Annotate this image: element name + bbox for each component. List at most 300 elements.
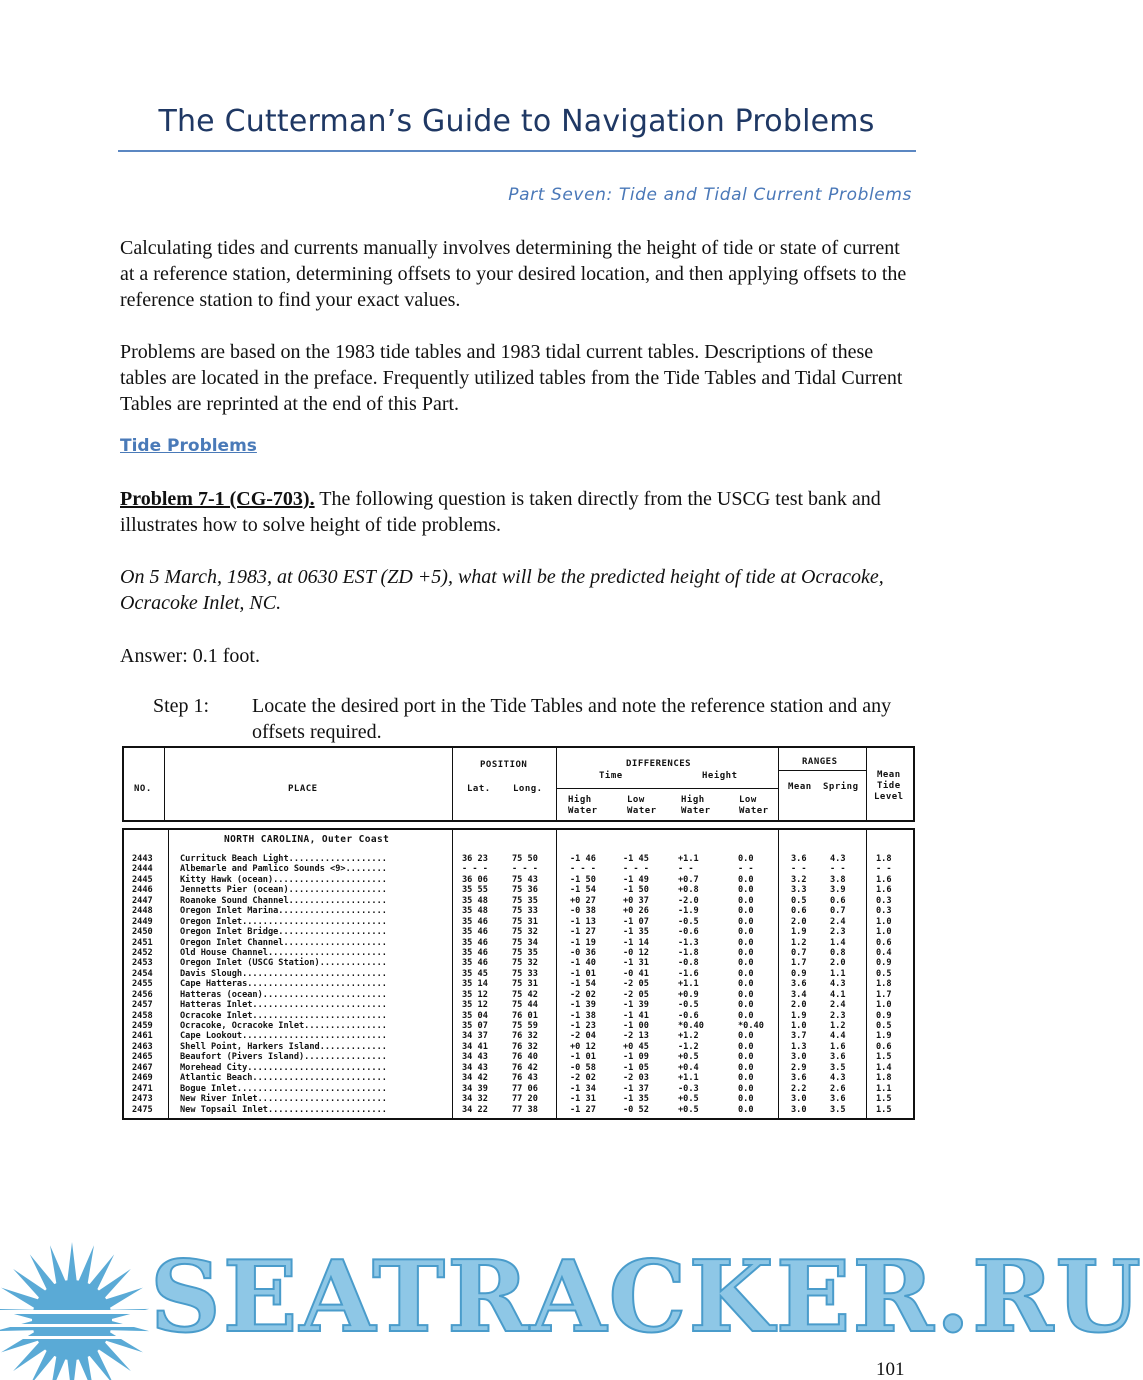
station-lat: 34 41 [462, 1041, 488, 1052]
station-long: 75 33 [512, 968, 538, 979]
station-lat: 35 46 [462, 958, 488, 969]
station-number: 2444 [132, 864, 153, 875]
col-lat-header: Lat. [467, 784, 491, 794]
station-lat: 35 07 [462, 1021, 488, 1031]
station-long: 75 36 [512, 885, 538, 896]
station-long: 77 20 [512, 1094, 538, 1105]
station-long: 75 43 [512, 874, 538, 885]
col-low-water-time: Low Water [627, 795, 657, 816]
range-spring: 2.3 [830, 1010, 846, 1021]
station-number: 2456 [132, 989, 153, 1000]
table-row [124, 1031, 913, 1041]
range-mean: 1.0 [791, 1021, 807, 1031]
diff-high-time: -1 01 [570, 1052, 596, 1063]
station-lat: 34 32 [462, 1094, 488, 1105]
range-mean: 3.0 [791, 1052, 807, 1063]
diff-high-time: -0 58 [570, 1062, 596, 1073]
range-spring: 3.9 [830, 885, 846, 896]
diff-high-time: +0 12 [570, 1041, 596, 1052]
diff-high-time: -1 40 [570, 958, 596, 969]
diff-high-time: -1 31 [570, 1094, 596, 1105]
diff-low-time: -0 41 [623, 968, 649, 979]
diff-high-height: -0.6 [678, 1010, 699, 1021]
station-number: 2475 [132, 1104, 153, 1115]
station-number: 2451 [132, 937, 153, 948]
diff-low-time: -1 35 [623, 927, 649, 938]
diff-low-height: 0.0 [738, 979, 754, 990]
station-lat: 34 42 [462, 1073, 488, 1084]
station-long: - - - [512, 864, 538, 875]
range-spring: 4.3 [830, 854, 846, 864]
diff-low-height: - - [738, 864, 754, 875]
station-number: 2458 [132, 1010, 153, 1021]
table-row [124, 854, 913, 864]
range-spring: 0.7 [830, 906, 846, 917]
station-number: 2459 [132, 1021, 153, 1031]
station-lat: 35 48 [462, 906, 488, 917]
station-number: 2467 [132, 1062, 153, 1073]
mean-tide-level: - - [876, 864, 892, 875]
station-long: 76 32 [512, 1031, 538, 1042]
station-long: 75 31 [512, 979, 538, 990]
station-number: 2469 [132, 1073, 153, 1084]
step-text: Locate the desired port in the Tide Tables and note the reference station and any offsets required. [252, 695, 892, 743]
mean-tide-level: 1.8 [876, 979, 892, 990]
range-mean: 3.2 [791, 874, 807, 885]
col-low-water-height: Low Water [739, 795, 769, 816]
range-spring: 1.2 [830, 1021, 846, 1031]
station-name: Cape Hatteras........................... [180, 979, 387, 990]
diff-low-time: -1 05 [623, 1062, 649, 1073]
station-number: 2447 [132, 895, 153, 906]
diff-low-height: 0.0 [738, 1052, 754, 1063]
diff-low-height: 0.0 [738, 1031, 754, 1042]
diff-high-time: -1 27 [570, 927, 596, 938]
range-spring: 4.3 [830, 979, 846, 990]
mean-tide-level: 0.6 [876, 937, 892, 948]
diff-high-time: -1 38 [570, 1010, 596, 1021]
diff-low-height: 0.0 [738, 874, 754, 885]
range-mean: 3.6 [791, 979, 807, 990]
station-number: 2455 [132, 979, 153, 990]
problem-label: Problem 7-1 (CG-703). [120, 488, 315, 510]
station-name: Oregon Inlet (USCG Station)............. [180, 958, 387, 969]
range-mean: 3.0 [791, 1104, 807, 1115]
mean-tide-level: 1.5 [876, 1104, 892, 1115]
diff-low-height: 0.0 [738, 916, 754, 927]
table-row [124, 906, 913, 916]
station-long: 75 35 [512, 947, 538, 958]
diff-low-height: 0.0 [738, 1062, 754, 1073]
diff-low-height: 0.0 [738, 968, 754, 979]
station-lat: 34 43 [462, 1052, 488, 1063]
diff-low-height: 0.0 [738, 958, 754, 969]
watermark-text: SEATRACKER.RU [150, 1240, 1143, 1355]
station-lat: 35 45 [462, 968, 488, 979]
problem-paragraph [120, 486, 910, 538]
table-row [124, 969, 913, 979]
station-name: Morehead City........................... [180, 1062, 387, 1073]
station-number: 2453 [132, 958, 153, 969]
diff-high-height: +1.2 [678, 1031, 699, 1042]
diff-high-height: *0.40 [678, 1021, 704, 1031]
diff-high-height: +0.5 [678, 1052, 699, 1063]
range-mean: 0.6 [791, 906, 807, 917]
range-mean: 3.0 [791, 1094, 807, 1105]
station-number: 2454 [132, 968, 153, 979]
station-lat: 36 23 [462, 854, 488, 864]
table-row [124, 948, 913, 958]
diff-low-time: -2 05 [623, 989, 649, 1000]
region-heading: NORTH CAROLINA, Outer Coast [224, 834, 390, 845]
range-spring: 1.1 [830, 968, 846, 979]
range-mean: 1.2 [791, 937, 807, 948]
station-name: Oregon Inlet Bridge..................... [180, 927, 387, 938]
diff-low-height: 0.0 [738, 937, 754, 948]
col-high-water-time: High Water [568, 795, 598, 816]
station-number: 2463 [132, 1041, 153, 1052]
range-spring: 1.6 [830, 1041, 846, 1052]
mean-tide-level: 1.0 [876, 1000, 892, 1011]
range-spring: 3.8 [830, 874, 846, 885]
station-long: 75 31 [512, 916, 538, 927]
diff-low-time: -1 37 [623, 1083, 649, 1094]
diff-high-height: +0.5 [678, 1104, 699, 1115]
mean-tide-level: 1.0 [876, 927, 892, 938]
mean-tide-level: 0.9 [876, 1010, 892, 1021]
col-mean-tide-level-header: Mean Tide Level [874, 770, 904, 802]
diff-low-height: 0.0 [738, 1094, 754, 1105]
station-lat: 34 22 [462, 1104, 488, 1115]
range-mean: 2.0 [791, 916, 807, 927]
diff-high-height: +0.9 [678, 989, 699, 1000]
diff-low-time: -1 14 [623, 937, 649, 948]
table-row [124, 896, 913, 906]
station-lat: 35 12 [462, 989, 488, 1000]
diff-low-time: -1 09 [623, 1052, 649, 1063]
range-spring: 3.5 [830, 1062, 846, 1073]
station-name: Oregon Inlet Marina..................... [180, 906, 387, 917]
range-spring: 3.6 [830, 1052, 846, 1063]
station-number: 2471 [132, 1083, 153, 1094]
diff-high-height: -0.8 [678, 958, 699, 969]
station-number: 2465 [132, 1052, 153, 1063]
mean-tide-level: 1.9 [876, 1031, 892, 1042]
col-place-header: PLACE [288, 784, 318, 794]
table-row [124, 1094, 913, 1104]
diff-low-height: *0.40 [738, 1021, 764, 1031]
diff-high-height: +0.5 [678, 1094, 699, 1105]
diff-low-height: 0.0 [738, 927, 754, 938]
title-divider [118, 150, 916, 152]
mean-tide-level: 1.0 [876, 916, 892, 927]
station-number: 2457 [132, 1000, 153, 1011]
station-long: 77 06 [512, 1083, 538, 1094]
col-differences-header: DIFFERENCES [626, 759, 692, 769]
table-row [124, 875, 913, 885]
range-mean: 1.9 [791, 1010, 807, 1021]
range-mean: 1.9 [791, 927, 807, 938]
station-name: Kitty Hawk (ocean)...................... [180, 874, 387, 885]
diff-high-time: -1 39 [570, 1000, 596, 1011]
station-long: 76 01 [512, 1010, 538, 1021]
range-spring: 2.3 [830, 927, 846, 938]
range-spring: 2.6 [830, 1083, 846, 1094]
diff-high-time: - - - [570, 864, 596, 875]
range-mean: 1.7 [791, 958, 807, 969]
col-long-header: Long. [513, 784, 543, 794]
station-name: Oregon Inlet Channel.................... [180, 937, 387, 948]
table-row [124, 1084, 913, 1094]
diff-low-time: -1 50 [623, 885, 649, 896]
diff-low-height: 0.0 [738, 895, 754, 906]
diff-high-time: -1 27 [570, 1104, 596, 1115]
range-spring: 2.4 [830, 916, 846, 927]
station-name: Bogue Inlet............................. [180, 1083, 387, 1094]
problem-question: On 5 March, 1983, at 0630 EST (ZD +5), what will be the predicted height of tide at Ocracoke, Ocracoke Inlet, NC. [120, 566, 884, 614]
diff-low-height: 0.0 [738, 1000, 754, 1011]
diff-low-time: -1 49 [623, 874, 649, 885]
diff-high-time: -2 04 [570, 1031, 596, 1042]
mean-tide-level: 1.8 [876, 854, 892, 864]
diff-low-time: +0 26 [623, 906, 649, 917]
table-row [124, 990, 913, 1000]
range-mean: 0.9 [791, 968, 807, 979]
station-name: New River Inlet......................... [180, 1094, 387, 1105]
range-mean: 0.5 [791, 895, 807, 906]
station-long: 75 50 [512, 854, 538, 864]
mean-tide-level: 1.5 [876, 1094, 892, 1105]
diff-high-height: +1.1 [678, 854, 699, 864]
diff-high-height: -2.0 [678, 895, 699, 906]
diff-low-time: -1 45 [623, 854, 649, 864]
diff-low-time: -0 12 [623, 947, 649, 958]
diff-low-time: +0 37 [623, 895, 649, 906]
diff-low-height: 0.0 [738, 947, 754, 958]
station-long: 75 33 [512, 906, 538, 917]
range-mean: 3.4 [791, 989, 807, 1000]
tide-table-rows [124, 854, 913, 1115]
col-high-water-height: High Water [681, 795, 711, 816]
mean-tide-level: 1.7 [876, 989, 892, 1000]
mean-tide-level: 0.5 [876, 968, 892, 979]
station-number: 2443 [132, 854, 153, 864]
diff-high-time: -1 54 [570, 979, 596, 990]
station-number: 2446 [132, 885, 153, 896]
station-lat: 35 46 [462, 916, 488, 927]
diff-low-height: 0.0 [738, 854, 754, 864]
diff-low-time: -1 07 [623, 916, 649, 927]
diff-high-time: -1 19 [570, 937, 596, 948]
range-mean: 3.7 [791, 1031, 807, 1042]
col-time-header: Time [599, 771, 623, 781]
diff-high-height: +0.4 [678, 1062, 699, 1073]
diff-high-height: +1.1 [678, 1073, 699, 1084]
station-lat: 34 39 [462, 1083, 488, 1094]
station-number: 2452 [132, 947, 153, 958]
diff-high-time: -0 38 [570, 906, 596, 917]
tide-table-header [122, 746, 915, 822]
station-lat: 34 43 [462, 1062, 488, 1073]
station-long: 75 32 [512, 958, 538, 969]
station-lat: 35 46 [462, 937, 488, 948]
mean-tide-level: 1.4 [876, 1062, 892, 1073]
range-spring: 2.4 [830, 1000, 846, 1011]
diff-high-height: -0.3 [678, 1083, 699, 1094]
station-long: 77 38 [512, 1104, 538, 1115]
mean-tide-level: 1.5 [876, 1052, 892, 1063]
range-mean: - - [791, 864, 807, 875]
diff-low-time: +0 45 [623, 1041, 649, 1052]
station-lat: 35 46 [462, 927, 488, 938]
step-label: Step 1: [153, 695, 210, 717]
range-spring: 4.3 [830, 1073, 846, 1084]
diff-low-time: -1 00 [623, 1021, 649, 1031]
range-spring: 0.6 [830, 895, 846, 906]
range-mean: 3.6 [791, 1073, 807, 1084]
diff-low-time: -2 13 [623, 1031, 649, 1042]
station-number: 2450 [132, 927, 153, 938]
diff-high-time: -1 46 [570, 854, 596, 864]
diff-low-time: -2 05 [623, 979, 649, 990]
col-spring-header: Spring [823, 782, 859, 792]
table-row [124, 885, 913, 895]
diff-low-height: 0.0 [738, 885, 754, 896]
diff-high-time: -1 34 [570, 1083, 596, 1094]
col-mean-header: Mean [788, 782, 812, 792]
range-spring: - - [830, 864, 846, 875]
station-lat: - - - [462, 864, 488, 875]
table-row [124, 958, 913, 968]
diff-high-time: -1 23 [570, 1021, 596, 1031]
table-row [124, 938, 913, 948]
diff-high-time: -1 50 [570, 874, 596, 885]
diff-low-height: 0.0 [738, 906, 754, 917]
station-long: 75 34 [512, 937, 538, 948]
diff-high-height: -1.9 [678, 906, 699, 917]
range-spring: 4.1 [830, 989, 846, 1000]
range-mean: 3.6 [791, 854, 807, 864]
diff-high-height: -1.2 [678, 1041, 699, 1052]
diff-high-height: -1.6 [678, 968, 699, 979]
station-long: 75 35 [512, 895, 538, 906]
col-ranges-header: RANGES [802, 757, 838, 767]
table-row [124, 1073, 913, 1083]
table-row [124, 1021, 913, 1031]
table-row [124, 1011, 913, 1021]
station-lat: 35 12 [462, 1000, 488, 1011]
station-number: 2473 [132, 1094, 153, 1105]
range-mean: 2.2 [791, 1083, 807, 1094]
diff-low-time: -1 41 [623, 1010, 649, 1021]
range-spring: 4.4 [830, 1031, 846, 1042]
range-mean: 2.0 [791, 1000, 807, 1011]
station-name: Atlantic Beach.......................... [180, 1073, 387, 1084]
diff-low-height: 0.0 [738, 1104, 754, 1115]
diff-high-height: -0.5 [678, 916, 699, 927]
range-mean: 1.3 [791, 1041, 807, 1052]
station-name: Albemarle and Pamlico Sounds <9>........ [180, 864, 387, 875]
diff-low-height: 0.0 [738, 1041, 754, 1052]
diff-low-time: -1 39 [623, 1000, 649, 1011]
mean-tide-level: 0.3 [876, 906, 892, 917]
tables-paragraph: Problems are based on the 1983 tide tables and 1983 tidal current tables. Descriptions of these tables are located in the preface. Frequently utilized tables from the Tide Tables and Tidal Current Tables are reprinted at the end of this Part. [120, 341, 903, 415]
diff-low-time: -1 35 [623, 1094, 649, 1105]
station-name: Hatteras (ocean)........................ [180, 989, 387, 1000]
station-number: 2448 [132, 906, 153, 917]
mean-tide-level: 0.5 [876, 1021, 892, 1031]
station-lat: 35 48 [462, 895, 488, 906]
mean-tide-level: 1.8 [876, 1073, 892, 1084]
station-name: Old House Channel....................... [180, 947, 387, 958]
table-row [124, 1052, 913, 1062]
page-title: The Cutterman’s Guide to Navigation Problems [158, 104, 875, 139]
intro-paragraph: Calculating tides and currents manually involves determining the height of tide or state of current at a reference station, determining offsets to your desired location, and then applying offsets to the reference station to find your exact values. [120, 237, 907, 311]
table-row [124, 1063, 913, 1073]
station-lat: 35 55 [462, 885, 488, 896]
mean-tide-level: 0.3 [876, 895, 892, 906]
diff-high-time: -0 36 [570, 947, 596, 958]
station-name: Ocracoke, Ocracoke Inlet................ [180, 1021, 387, 1031]
range-mean: 3.3 [791, 885, 807, 896]
diff-high-time: +0 27 [570, 895, 596, 906]
station-lat: 34 37 [462, 1031, 488, 1042]
table-row [124, 917, 913, 927]
diff-low-time: -1 31 [623, 958, 649, 969]
table-row [124, 927, 913, 937]
diff-high-height: -0.5 [678, 1000, 699, 1011]
diff-high-height: +0.7 [678, 874, 699, 885]
table-row [124, 1042, 913, 1052]
diff-high-height: -1.3 [678, 937, 699, 948]
mean-tide-level: 1.6 [876, 885, 892, 896]
col-no-header: NO. [134, 784, 152, 794]
diff-high-height: -1.8 [678, 947, 699, 958]
range-spring: 0.8 [830, 947, 846, 958]
mean-tide-level: 1.6 [876, 874, 892, 885]
station-long: 76 32 [512, 1041, 538, 1052]
range-mean: 0.7 [791, 947, 807, 958]
diff-high-height: -0.6 [678, 927, 699, 938]
station-long: 75 44 [512, 1000, 538, 1011]
range-spring: 3.5 [830, 1104, 846, 1115]
diff-low-time: -2 03 [623, 1073, 649, 1084]
page-number: 101 [876, 1359, 905, 1380]
diff-low-height: 0.0 [738, 989, 754, 1000]
station-long: 76 42 [512, 1062, 538, 1073]
diff-low-height: 0.0 [738, 1010, 754, 1021]
station-long: 75 42 [512, 989, 538, 1000]
range-spring: 3.6 [830, 1094, 846, 1105]
station-lat: 35 46 [462, 947, 488, 958]
station-name: Cape Lookout............................ [180, 1031, 387, 1042]
tide-table-body [122, 828, 915, 1120]
station-lat: 36 06 [462, 874, 488, 885]
range-spring: 2.0 [830, 958, 846, 969]
station-name: Hatteras Inlet.......................... [180, 1000, 387, 1011]
station-name: Beaufort (Pivers Island)................ [180, 1052, 387, 1063]
station-name: Currituck Beach Light................... [180, 854, 387, 864]
station-number: 2445 [132, 874, 153, 885]
station-name: Jennetts Pier (ocean)................... [180, 885, 387, 896]
diff-high-time: -2 02 [570, 1073, 596, 1084]
mean-tide-level: 1.1 [876, 1083, 892, 1094]
problem-answer: Answer: 0.1 foot. [120, 645, 260, 667]
station-number: 2449 [132, 916, 153, 927]
range-mean: 2.9 [791, 1062, 807, 1073]
diff-high-time: -1 54 [570, 885, 596, 896]
diff-high-height: - - [678, 864, 694, 875]
